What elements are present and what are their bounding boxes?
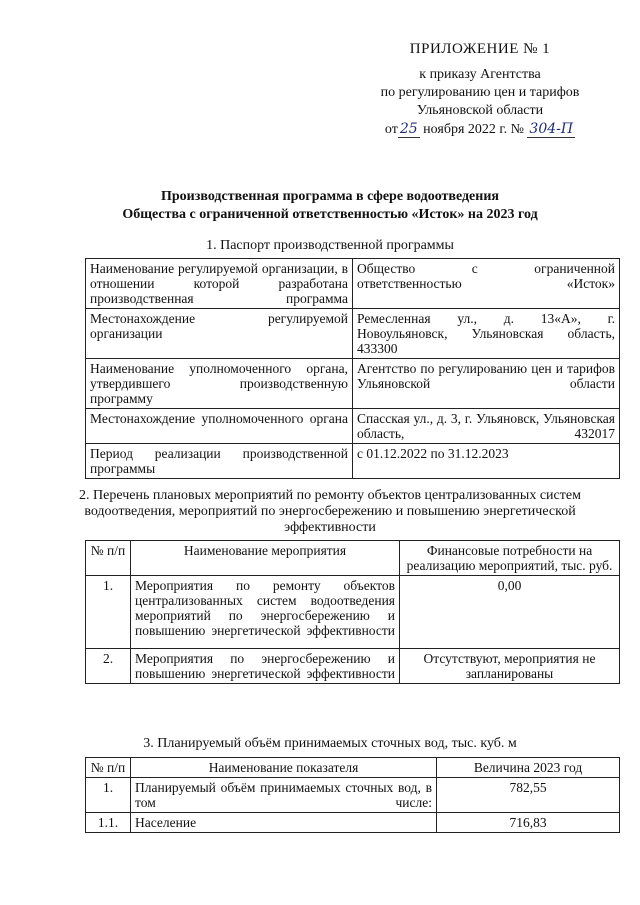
table-row [86, 778, 620, 813]
row-name: Мероприятия по ремонту объектов централизованных систем водоотведения мероприятий по энергосбережению и повышению энергетической эффективности [131, 576, 400, 649]
section-2-heading: 2. Перечень плановых мероприятий по ремонту объектов централизованных систем водоотведения, мероприятий по энергосбережению и повышению энергетической эффективности [79, 488, 581, 535]
column-header-num: № п/п [86, 758, 131, 778]
passport-value: с 01.12.2022 по 31.12.2023 [353, 444, 620, 479]
passport-label: Местонахождение регулируемой организации [86, 309, 353, 359]
date-month-year: ноября 2022 г. № [423, 122, 524, 137]
table-header-row [86, 541, 620, 576]
table-header-row [86, 758, 620, 778]
appendix-line-2: по регулированию цен и тарифов [380, 85, 580, 100]
document-title-line-1: Производственная программа в сфере водоотведения [161, 189, 499, 204]
column-header-value: Величина 2023 год [437, 758, 620, 778]
table-row [86, 309, 620, 359]
measures-table [85, 540, 620, 684]
table-row [86, 576, 620, 649]
appendix-line-3: Ульяновской области [416, 103, 544, 118]
date-day: 25 [399, 121, 418, 137]
row-num: 2. [86, 649, 131, 684]
row-value: 0,00 [400, 576, 620, 649]
table-row [86, 359, 620, 409]
appendix-line-1: к приказу Агентства [419, 67, 541, 82]
passport-table [85, 258, 620, 479]
passport-value: Агентство по регулированию цен и тарифов Ульяновской области [353, 359, 620, 409]
appendix-block [360, 40, 600, 139]
document-title-line-2: Общества с ограниченной ответственностью «Исток» на 2023 год [122, 207, 538, 222]
passport-value: Ремесленная ул., д. 13«А», г. Новоульяновск, Ульяновская область, 433300 [353, 309, 620, 359]
passport-value: Спасская ул., д. 3, г. Ульяновск, Ульяновская область, 432017 [353, 409, 620, 444]
appendix-date-line [360, 120, 600, 139]
section-3-heading: 3. Планируемый объём принимаемых сточных вод, тыс. куб. м [143, 736, 517, 751]
passport-value: Общество с ограниченной ответственностью «Исток» [353, 259, 620, 309]
passport-label: Наименование уполномоченного органа, утвердившего производственную программу [86, 359, 353, 409]
row-value: 716,83 [437, 813, 620, 833]
row-num: 1. [86, 778, 131, 813]
table-row [86, 444, 620, 479]
volume-table [85, 757, 620, 833]
column-header-finance: Финансовые потребности на реализацию мероприятий, тыс. руб. [400, 541, 620, 576]
table-row [86, 259, 620, 309]
section-1-heading: 1. Паспорт производственной программы [206, 238, 454, 253]
table-row [86, 409, 620, 444]
row-name: Мероприятия по энергосбережению и повышению энергетической эффективности [131, 649, 400, 684]
column-header-num: № п/п [86, 541, 131, 576]
row-num: 1. [86, 576, 131, 649]
passport-label: Период реализации производственной программы [86, 444, 353, 479]
row-name: Население [131, 813, 437, 833]
table-row [86, 649, 620, 684]
document-title [80, 188, 580, 224]
order-number: 304-П [529, 121, 574, 137]
column-header-indicator: Наименование показателя [131, 758, 437, 778]
row-num: 1.1. [86, 813, 131, 833]
date-prefix: от [384, 122, 398, 137]
column-header-name: Наименование мероприятия [131, 541, 400, 576]
passport-label: Местонахождение уполномоченного органа [86, 409, 353, 444]
row-value: Отсутствуют, мероприятия не запланированы [400, 649, 620, 684]
appendix-title: ПРИЛОЖЕНИЕ № 1 [409, 41, 551, 57]
row-name: Планируемый объём принимаемых сточных вод, в том числе: [131, 778, 437, 813]
table-row [86, 813, 620, 833]
row-value: 782,55 [437, 778, 620, 813]
passport-label: Наименование регулируемой организации, в отношении которой разработана производственная программа [86, 259, 353, 309]
